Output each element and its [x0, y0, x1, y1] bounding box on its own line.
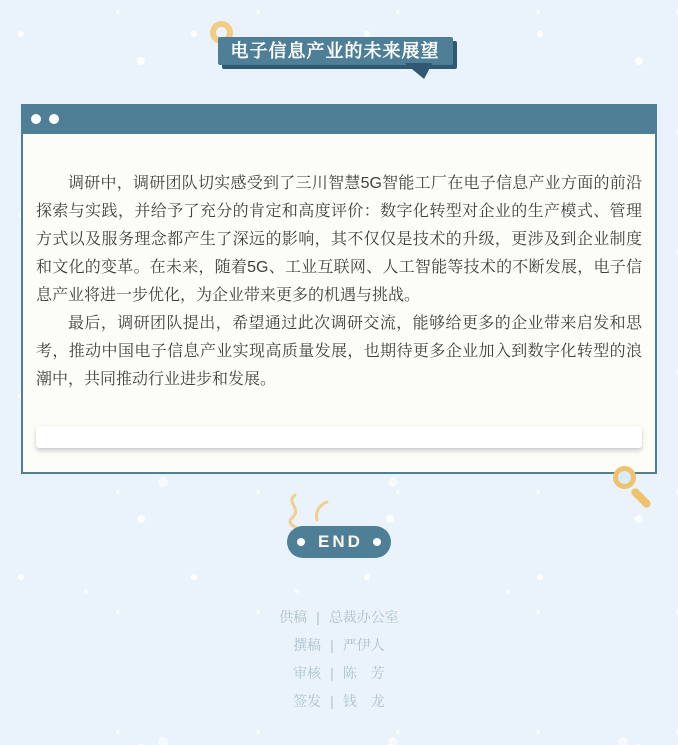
end-badge — [287, 526, 391, 558]
card-window-header — [21, 104, 657, 134]
credit-role: 撰稿 — [293, 637, 322, 653]
end-badge-wrap — [287, 526, 391, 558]
article-card — [21, 104, 657, 474]
article-paragraph: 最后，调研团队提出，希望通过此次调研交流，能够给更多的企业带来启发和思考，推动中国电子信息产业实现高质量发展，也期待更多企业加入到数字化转型的浪潮中，共同推动行业进步和发展。 — [36, 315, 642, 388]
credit-separator: | — [316, 609, 320, 625]
credit-separator: | — [330, 665, 334, 681]
divider-bar — [36, 426, 642, 448]
credit-role: 审核 — [293, 665, 322, 681]
credit-name: 总裁办公室 — [328, 609, 399, 625]
credit-line — [0, 631, 678, 659]
credit-separator: | — [330, 693, 334, 709]
end-badge-dot-icon — [373, 538, 381, 546]
credit-role: 签发 — [293, 693, 322, 709]
credit-name: 严伊人 — [342, 637, 385, 653]
page-title-badge — [218, 37, 453, 65]
end-badge-dot-icon — [297, 538, 305, 546]
credit-line — [0, 603, 678, 631]
window-dot-icon — [31, 114, 41, 124]
credit-line — [0, 687, 678, 715]
credit-separator: | — [330, 637, 334, 653]
article-body — [21, 134, 657, 474]
end-badge-label: END — [318, 532, 363, 551]
article-paragraph: 调研中，调研团队切实感受到了三川智慧5G智能工厂在电子信息产业方面的前沿探索与实践，并给予了充分的肯定和高度评价：数字化转型对企业的生产模式、管理方式以及服务理念都产生了深远的影响，其不仅仅是技术的升级，更涉及到企业制度和文化的变革。在未来，随着5G、工业互联网、人工智能等技术的不断发展，电子信息产业将进一步优化，为企业带来更多的机遇与挑战。 — [36, 175, 642, 304]
magnifier-lens — [613, 466, 636, 489]
footer-credits — [0, 603, 678, 715]
credit-name: 陈 芳 — [342, 665, 385, 681]
title-badge-wrap — [218, 0, 453, 65]
credit-role: 供稿 — [279, 609, 308, 625]
speech-bubble-tail-icon — [405, 63, 433, 79]
page-title: 电子信息产业的未来展望 — [230, 41, 440, 61]
window-dot-icon — [49, 114, 59, 124]
credit-line — [0, 659, 678, 687]
credit-name: 钱 龙 — [342, 693, 385, 709]
magnifier-handle — [630, 487, 653, 510]
magnifier-icon — [597, 464, 647, 516]
